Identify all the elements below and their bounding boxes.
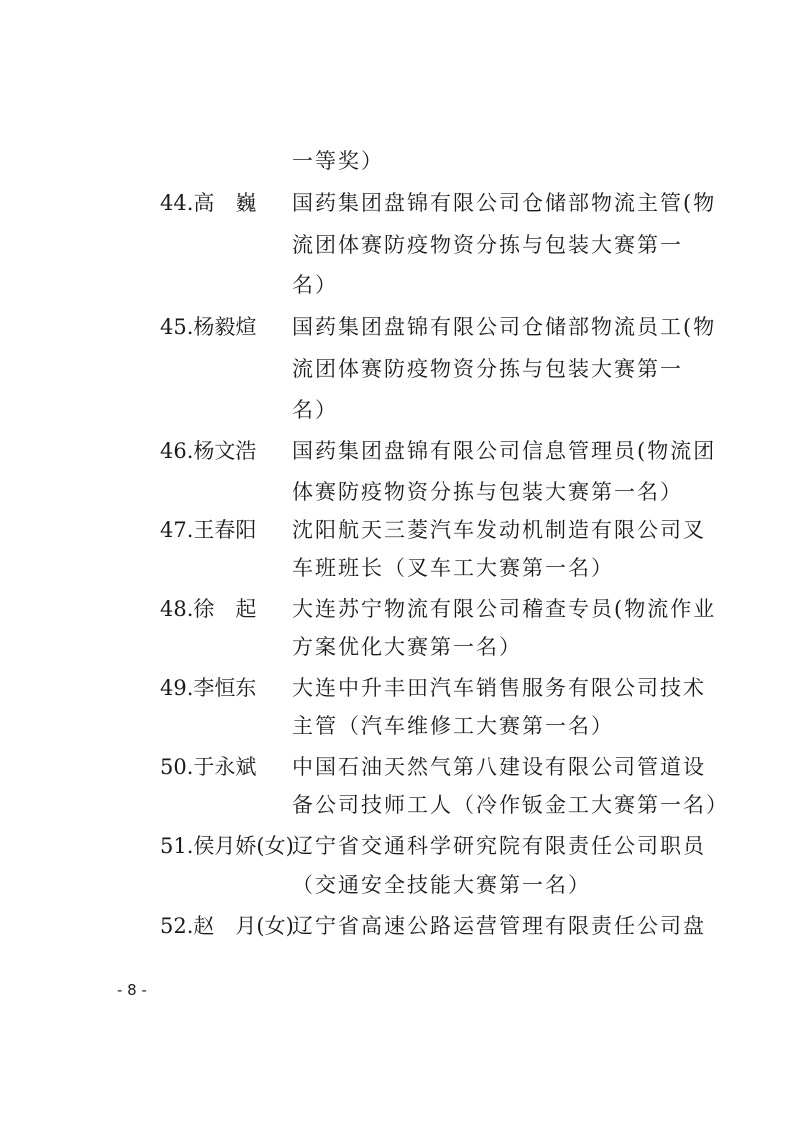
entry-49-line-1: 大连中升丰田汽车销售服务有限公司技术 [292, 676, 706, 700]
entry-index: 49. [160, 676, 194, 700]
entry-name: 杨文浩 [193, 439, 257, 463]
entry-44-line-2: 流团体赛防疫物资分拣与包装大赛第一 [292, 233, 683, 257]
entry-name: 高 巍 [193, 191, 257, 215]
entry-51-label [160, 833, 300, 859]
entry-index: 50. [160, 755, 194, 779]
entry-48-line-2: 方案优化大赛第一名） [292, 635, 522, 659]
entry-50-line-2: 备公司技师工人（冷作钣金工大赛第一名） [292, 793, 729, 817]
entry-name: 徐 起 [193, 597, 257, 621]
entry-49-label [160, 675, 300, 701]
entry-44-label [160, 190, 300, 216]
entry-name: 于永斌 [193, 755, 257, 779]
entry-49-line-2: 主管（汽车维修工大赛第一名） [292, 714, 614, 738]
entry-index: 48. [160, 597, 194, 621]
entry-50-label [160, 754, 300, 780]
entry-index: 44. [160, 191, 194, 215]
continuation-text: 一等奖） [292, 149, 384, 173]
entry-index: 52. [160, 914, 194, 938]
entry-name: 杨毅煊 [193, 315, 257, 339]
entry-45-line-2: 流团体赛防疫物资分拣与包装大赛第一 [292, 357, 683, 381]
entry-name: 侯月娇(女) [193, 834, 294, 858]
entry-48-line-1: 大连苏宁物流有限公司稽查专员(物流作业 [292, 597, 717, 621]
entry-index: 51. [160, 834, 194, 858]
entry-52-line-1: 辽宁省高速公路运营管理有限责任公司盘 [292, 914, 706, 938]
entry-47-label [160, 517, 300, 543]
entry-47-line-1: 沈阳航天三菱汽车发动机制造有限公司叉 [292, 518, 706, 542]
entry-48-label [160, 596, 300, 622]
entry-44-line-3: 名） [292, 273, 338, 297]
entry-46-line-1: 国药集团盘锦有限公司信息管理员(物流团 [292, 439, 717, 463]
entry-name: 赵 月(女) [193, 914, 294, 938]
entry-45-line-1: 国药集团盘锦有限公司仓储部物流员工(物 [292, 315, 717, 339]
entry-51-line-1: 辽宁省交通科学研究院有限责任公司职员 [292, 834, 706, 858]
entry-50-line-1: 中国石油天然气第八建设有限公司管道设 [292, 755, 706, 779]
entry-44-line-1: 国药集团盘锦有限公司仓储部物流主管(物 [292, 191, 717, 215]
entry-index: 46. [160, 439, 194, 463]
entry-name: 李恒东 [193, 676, 257, 700]
entry-45-line-3: 名） [292, 398, 338, 422]
entry-46-label [160, 438, 300, 464]
entry-name: 王春阳 [193, 518, 257, 542]
entry-46-line-2: 体赛防疫物资分拣与包装大赛第一名） [292, 480, 683, 504]
entry-45-label [160, 314, 300, 340]
entry-index: 45. [160, 315, 194, 339]
page-number: - 8 - [117, 981, 147, 999]
entry-47-line-2: 车班班长（叉车工大赛第一名） [292, 556, 614, 580]
entry-51-line-2: （交通安全技能大赛第一名） [292, 873, 591, 897]
entry-index: 47. [160, 518, 194, 542]
entry-52-label [160, 913, 300, 939]
